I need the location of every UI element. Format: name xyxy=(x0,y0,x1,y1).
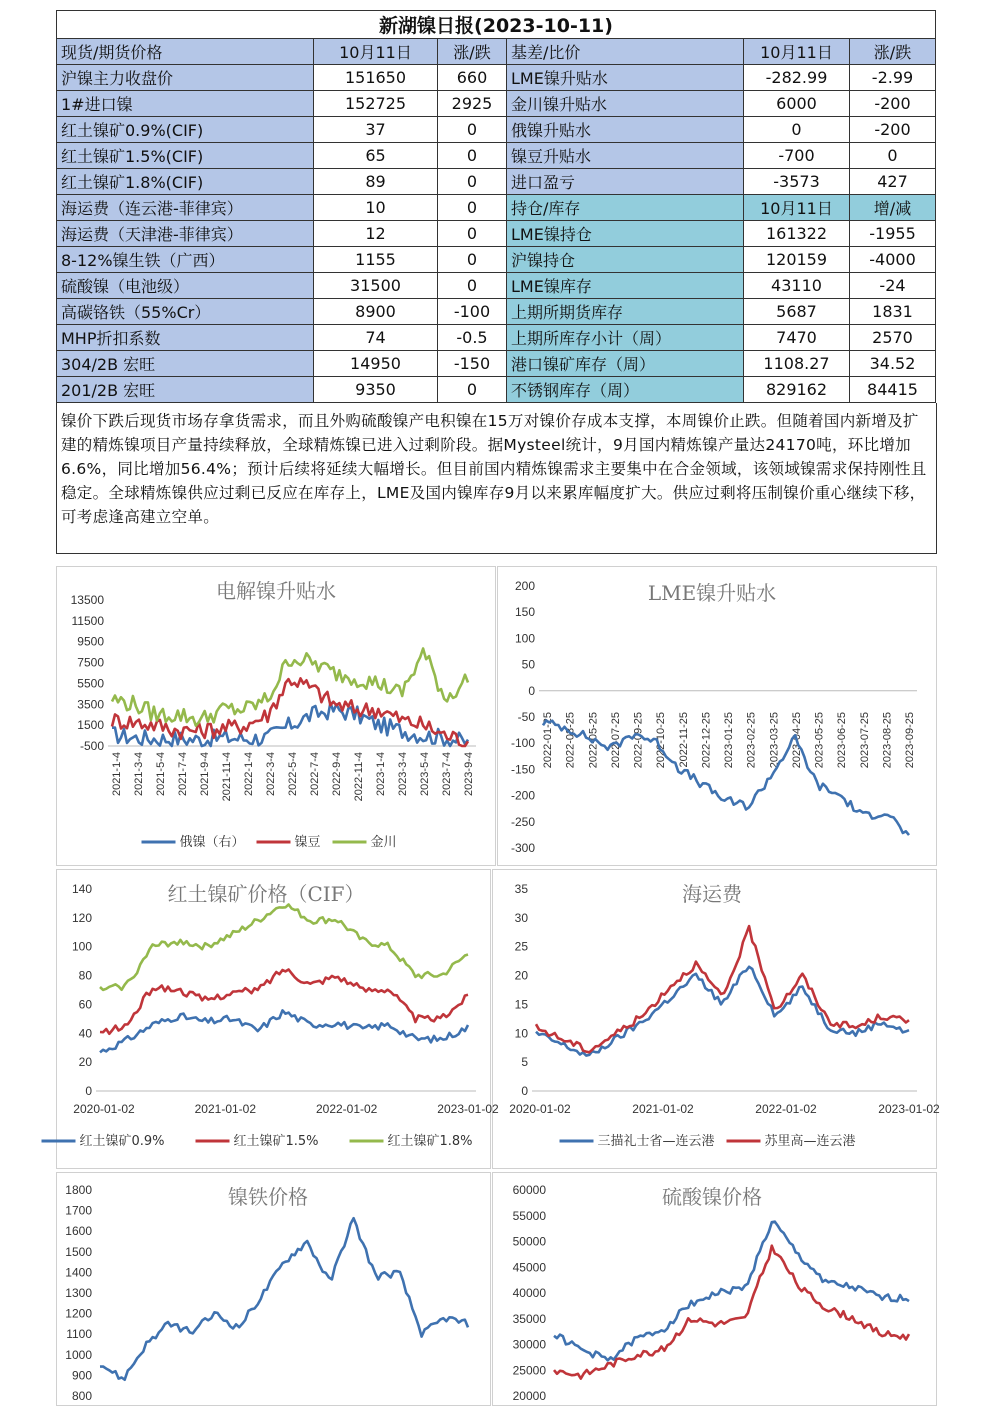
table-row xyxy=(57,273,936,299)
y-tick-label: 25 xyxy=(514,939,528,954)
row-label: 304/2B 宏旺 xyxy=(57,351,314,377)
x-tick-label: 2022-09-25 xyxy=(632,712,645,769)
row-change: -2.99 xyxy=(850,65,936,91)
y-tick-label: 7500 xyxy=(77,655,104,670)
row-value: 1155 xyxy=(314,247,438,273)
y-tick-label: 35000 xyxy=(512,1311,546,1326)
x-tick-label: 2023-3-4 xyxy=(397,752,409,797)
x-tick-label: 2022-07-25 xyxy=(609,712,622,769)
row-label: 高碳铬铁（55%Cr） xyxy=(57,299,314,325)
chart-electrolytic-nickel-premium xyxy=(56,566,494,864)
y-tick-label: 30000 xyxy=(512,1337,546,1352)
row-value: 74 xyxy=(314,325,438,351)
y-tick-label: 200 xyxy=(514,579,535,593)
table-header-row xyxy=(57,39,936,65)
y-tick-label: 3500 xyxy=(77,697,104,712)
y-tick-label: -250 xyxy=(510,814,535,829)
table-row xyxy=(57,351,936,377)
y-tick-label: -150 xyxy=(510,762,535,777)
col-header: 涨/跌 xyxy=(850,39,936,65)
price-table xyxy=(56,10,936,403)
row-change: 0 xyxy=(438,273,507,299)
legend-label: 红土镍矿1.8% xyxy=(387,1134,473,1149)
chart-title: 红土镍矿价格（CIF） xyxy=(167,882,365,906)
row-label: 海运费（天津港-菲律宾） xyxy=(57,221,314,247)
x-tick-label: 2022-11-25 xyxy=(677,712,690,768)
chart-title: 海运费 xyxy=(682,882,742,906)
y-tick-label: 11500 xyxy=(71,613,104,628)
table-row xyxy=(57,195,936,221)
row-change: -1955 xyxy=(850,221,936,247)
x-tick-label: 2022-3-4 xyxy=(265,752,277,797)
table-row xyxy=(57,169,936,195)
col-header: 10月11日 xyxy=(314,39,438,65)
table-row xyxy=(57,221,936,247)
legend-label: 红土镍矿1.5% xyxy=(233,1134,319,1149)
table-row xyxy=(57,325,936,351)
row-value: -700 xyxy=(744,143,850,169)
table-row xyxy=(57,91,936,117)
row-label: 8-12%镍生铁（广西） xyxy=(57,247,314,273)
x-tick-label: 2022-01-02 xyxy=(315,1102,378,1116)
row-value: 152725 xyxy=(314,91,438,117)
section-header: 10月11日 xyxy=(744,195,850,221)
legend-label: 镍豆 xyxy=(294,835,321,850)
row-change: 34.52 xyxy=(850,351,936,377)
market-comment: 镍价下跌后现货市场存拿货需求，而且外购硫酸镍产电积镍在15万对镍价存成本支撑，本周镍价止跌。但随着国内新增及扩建的精炼镍项目产量持续释放，全球精炼镍已进入过剩阶段。据Mysteel统计，9月国内精炼镍产量达24170吨，环比增加6.6%，同比增加56.4%；预计后续将延续大幅增长。但目前国内精炼镍需求主要集中在合金领域，该领域镍需求保持刚性且稳定。全球精炼镍供应过剩已反应在库存上，LME及国内镍库存9月以来累库幅度扩大。供应过剩将压制镍价重心继续下移，可考虑逢高建立空单。 xyxy=(56,403,937,554)
y-tick-label: 35 xyxy=(514,882,528,896)
row-label: 俄镍升贴水 xyxy=(507,117,744,143)
x-tick-label: 2021-3-4 xyxy=(133,752,145,797)
y-tick-label: 25000 xyxy=(512,1363,546,1378)
y-tick-label: -200 xyxy=(510,788,535,803)
y-tick-label: 20 xyxy=(78,1055,92,1070)
y-tick-label: 80 xyxy=(78,968,92,983)
section-header: 增/减 xyxy=(850,195,936,221)
x-tick-label: 2021-1-4 xyxy=(111,752,123,797)
y-tick-label: 13500 xyxy=(70,593,104,607)
series-line xyxy=(100,1218,468,1380)
x-tick-label: 2021-9-4 xyxy=(199,752,211,797)
x-tick-label: 2023-06-25 xyxy=(836,712,849,769)
y-tick-label: 40 xyxy=(78,1026,92,1041)
row-value: 120159 xyxy=(744,247,850,273)
row-change: 0 xyxy=(438,221,507,247)
report-container xyxy=(56,10,935,554)
row-label: 金川镍升贴水 xyxy=(507,91,744,117)
x-tick-label: 2021-11-4 xyxy=(221,752,233,802)
y-tick-label: 50000 xyxy=(512,1234,546,1249)
row-change: 2925 xyxy=(438,91,507,117)
chart-nickel-sulfate-price xyxy=(492,1172,935,1404)
x-tick-label: 2021-01-02 xyxy=(194,1102,257,1116)
row-label: 红土镍矿1.5%(CIF) xyxy=(57,143,314,169)
x-tick-label: 2021-5-4 xyxy=(155,752,167,797)
col-header: 10月11日 xyxy=(744,39,850,65)
row-change: 427 xyxy=(850,169,936,195)
row-value: 37 xyxy=(314,117,438,143)
row-value: 0 xyxy=(744,117,850,143)
row-label: LME镍升贴水 xyxy=(507,65,744,91)
y-tick-label: 1000 xyxy=(65,1347,92,1362)
series-line xyxy=(554,1222,909,1361)
chart-lme-nickel-premium xyxy=(497,566,935,864)
y-tick-label: 9500 xyxy=(77,634,104,649)
x-tick-label: 2022-9-4 xyxy=(331,752,343,797)
x-tick-label: 2020-01-02 xyxy=(509,1102,571,1116)
row-value: 12 xyxy=(314,221,438,247)
section-header: 持仓/库存 xyxy=(507,195,744,221)
row-value: 43110 xyxy=(744,273,850,299)
y-tick-label: 60000 xyxy=(512,1183,546,1197)
row-change: 0 xyxy=(438,377,507,403)
y-tick-label: 100 xyxy=(71,939,92,954)
row-label: MHP折扣系数 xyxy=(57,325,314,351)
x-tick-label: 2023-9-4 xyxy=(463,752,475,797)
x-tick-label: 2022-01-25 xyxy=(542,712,554,769)
x-tick-label: 2022-10-25 xyxy=(655,712,668,769)
col-header: 涨/跌 xyxy=(438,39,507,65)
x-tick-label: 2022-7-4 xyxy=(309,752,321,797)
y-tick-label: 5 xyxy=(521,1055,528,1070)
row-label: 上期所库存小计（周） xyxy=(507,325,744,351)
y-tick-label: -50 xyxy=(517,710,535,724)
row-change: -100 xyxy=(438,299,507,325)
y-tick-label: 1300 xyxy=(65,1286,92,1300)
table-row xyxy=(57,65,936,91)
y-tick-label: 20000 xyxy=(512,1389,546,1403)
y-tick-label: 1700 xyxy=(65,1203,92,1218)
x-tick-label: 2023-01-02 xyxy=(437,1102,499,1116)
legend-label: 苏里高—连云港 xyxy=(764,1134,856,1149)
chart-title: 镍铁价格 xyxy=(228,1185,308,1209)
row-change: 84415 xyxy=(850,377,936,403)
row-label: 海运费（连云港-菲律宾） xyxy=(57,195,314,221)
row-value: -282.99 xyxy=(744,65,850,91)
row-value: 6000 xyxy=(744,91,850,117)
x-tick-label: 2020-01-02 xyxy=(73,1102,135,1116)
series-line xyxy=(100,905,468,990)
row-label: LME镍库存 xyxy=(507,273,744,299)
row-label: LME镍持仓 xyxy=(507,221,744,247)
row-value: 5687 xyxy=(744,299,850,325)
legend-label: 俄镍（右） xyxy=(179,835,245,850)
x-tick-label: 2023-08-25 xyxy=(881,712,894,769)
row-label: 红土镍矿1.8%(CIF) xyxy=(57,169,314,195)
row-change: -4000 xyxy=(850,247,936,273)
table-body xyxy=(57,65,936,403)
row-value: 161322 xyxy=(744,221,850,247)
row-label: 红土镍矿0.9%(CIF) xyxy=(57,117,314,143)
table-row xyxy=(57,143,936,169)
y-tick-label: 0 xyxy=(528,683,535,698)
y-tick-label: 140 xyxy=(71,882,92,896)
y-tick-label: 55000 xyxy=(512,1208,546,1223)
row-label: 不锈钢库存（周） xyxy=(507,377,744,403)
row-change: 0 xyxy=(438,143,507,169)
legend-label: 金川 xyxy=(370,835,397,850)
x-tick-label: 2021-01-02 xyxy=(632,1102,694,1116)
x-tick-label: 2022-03-25 xyxy=(564,712,577,769)
row-label: 沪镍主力收盘价 xyxy=(57,65,314,91)
row-value: 7470 xyxy=(744,325,850,351)
row-label: 镍豆升贴水 xyxy=(507,143,744,169)
x-tick-label: 2022-1-4 xyxy=(243,752,255,797)
row-label: 1#进口镍 xyxy=(57,91,314,117)
x-tick-label: 2023-01-25 xyxy=(723,712,735,769)
row-label: 硫酸镍（电池级） xyxy=(57,273,314,299)
row-value: 829162 xyxy=(744,377,850,403)
series-line xyxy=(536,967,909,1056)
chart-title: 电解镍升贴水 xyxy=(216,579,336,603)
x-tick-label: 2023-09-25 xyxy=(904,712,916,769)
x-tick-label: 2022-12-25 xyxy=(700,712,713,769)
legend-label: 三描礼士省—连云港 xyxy=(597,1134,715,1149)
y-tick-label: 0 xyxy=(521,1084,528,1098)
row-change: 660 xyxy=(438,65,507,91)
y-tick-label: -300 xyxy=(510,841,535,855)
series-line xyxy=(112,649,468,726)
x-tick-label: 2023-1-4 xyxy=(375,752,387,797)
x-tick-label: 2023-05-25 xyxy=(813,712,826,769)
x-tick-label: 2023-07-25 xyxy=(858,712,871,769)
table-row xyxy=(57,117,936,143)
x-tick-label: 2023-04-25 xyxy=(790,712,803,769)
row-value: 14950 xyxy=(314,351,438,377)
row-label: 沪镍持仓 xyxy=(507,247,744,273)
row-label: 上期所期货库存 xyxy=(507,299,744,325)
y-tick-label: 15 xyxy=(514,997,528,1012)
row-change: 0 xyxy=(438,195,507,221)
x-tick-label: 2022-05-25 xyxy=(587,712,600,769)
report-title: 新湖镍日报(2023-10-11) xyxy=(57,11,936,39)
x-tick-label: 2022-11-4 xyxy=(353,752,365,802)
y-tick-label: 1400 xyxy=(65,1265,92,1280)
y-tick-label: 100 xyxy=(514,631,535,646)
y-tick-label: 10 xyxy=(514,1026,528,1041)
y-tick-label: 1100 xyxy=(66,1327,92,1342)
row-change: -150 xyxy=(438,351,507,377)
row-value: 31500 xyxy=(314,273,438,299)
row-value: 10 xyxy=(314,195,438,221)
row-value: 151650 xyxy=(314,65,438,91)
row-value: 65 xyxy=(314,143,438,169)
y-tick-label: 120 xyxy=(71,910,92,925)
x-tick-label: 2023-7-4 xyxy=(441,752,453,797)
row-change: 0 xyxy=(850,143,936,169)
row-change: -200 xyxy=(850,91,936,117)
y-tick-label: 1600 xyxy=(65,1224,92,1239)
x-tick-label: 2023-03-25 xyxy=(768,712,781,769)
y-tick-label: -500 xyxy=(79,739,104,753)
col-header: 基差/比价 xyxy=(507,39,744,65)
row-change: 0 xyxy=(438,169,507,195)
y-tick-label: 5500 xyxy=(77,676,104,691)
y-tick-label: 20 xyxy=(514,968,528,983)
row-value: 89 xyxy=(314,169,438,195)
row-value: 1108.27 xyxy=(744,351,850,377)
y-tick-label: -100 xyxy=(510,736,535,751)
chart-ocean-freight xyxy=(492,869,940,1167)
row-label: 进口盈亏 xyxy=(507,169,744,195)
y-tick-label: 50 xyxy=(521,657,535,672)
table-row xyxy=(57,299,936,325)
series-line xyxy=(100,970,468,1034)
row-value: 8900 xyxy=(314,299,438,325)
row-value: 9350 xyxy=(314,377,438,403)
row-label: 港口镍矿库存（周） xyxy=(507,351,744,377)
x-tick-label: 2022-01-02 xyxy=(755,1102,817,1116)
x-tick-label: 2021-7-4 xyxy=(177,752,189,797)
y-tick-label: 45000 xyxy=(512,1260,546,1275)
chart-ferronickel-price xyxy=(56,1172,489,1404)
row-change: 0 xyxy=(438,247,507,273)
row-change: 1831 xyxy=(850,299,936,325)
x-tick-label: 2022-5-4 xyxy=(287,752,299,797)
row-change: 0 xyxy=(438,117,507,143)
y-tick-label: 150 xyxy=(514,605,535,620)
y-tick-label: 1200 xyxy=(65,1306,92,1321)
x-tick-label: 2023-01-02 xyxy=(878,1102,940,1116)
y-tick-label: 40000 xyxy=(512,1286,546,1300)
row-value: -3573 xyxy=(744,169,850,195)
x-tick-label: 2023-02-25 xyxy=(745,712,758,769)
row-change: -0.5 xyxy=(438,325,507,351)
table-row xyxy=(57,247,936,273)
col-header: 现货/期货价格 xyxy=(57,39,314,65)
legend-label: 红土镍矿0.9% xyxy=(79,1134,165,1149)
y-tick-label: 60 xyxy=(78,997,92,1012)
y-tick-label: 1800 xyxy=(65,1183,92,1197)
row-change: -24 xyxy=(850,273,936,299)
row-change: -200 xyxy=(850,117,936,143)
y-tick-label: 0 xyxy=(85,1084,92,1098)
y-tick-label: 1500 xyxy=(65,1244,92,1259)
y-tick-label: 900 xyxy=(71,1368,92,1383)
y-tick-label: 800 xyxy=(71,1389,92,1403)
chart-laterite-ore-price xyxy=(56,869,499,1167)
y-tick-label: 1500 xyxy=(77,718,104,733)
row-change: 2570 xyxy=(850,325,936,351)
x-tick-label: 2023-5-4 xyxy=(419,752,431,797)
chart-title: 硫酸镍价格 xyxy=(662,1185,762,1209)
chart-title: LME镍升贴水 xyxy=(647,581,777,605)
table-row xyxy=(57,377,936,403)
y-tick-label: 30 xyxy=(514,910,528,925)
row-label: 201/2B 宏旺 xyxy=(57,377,314,403)
